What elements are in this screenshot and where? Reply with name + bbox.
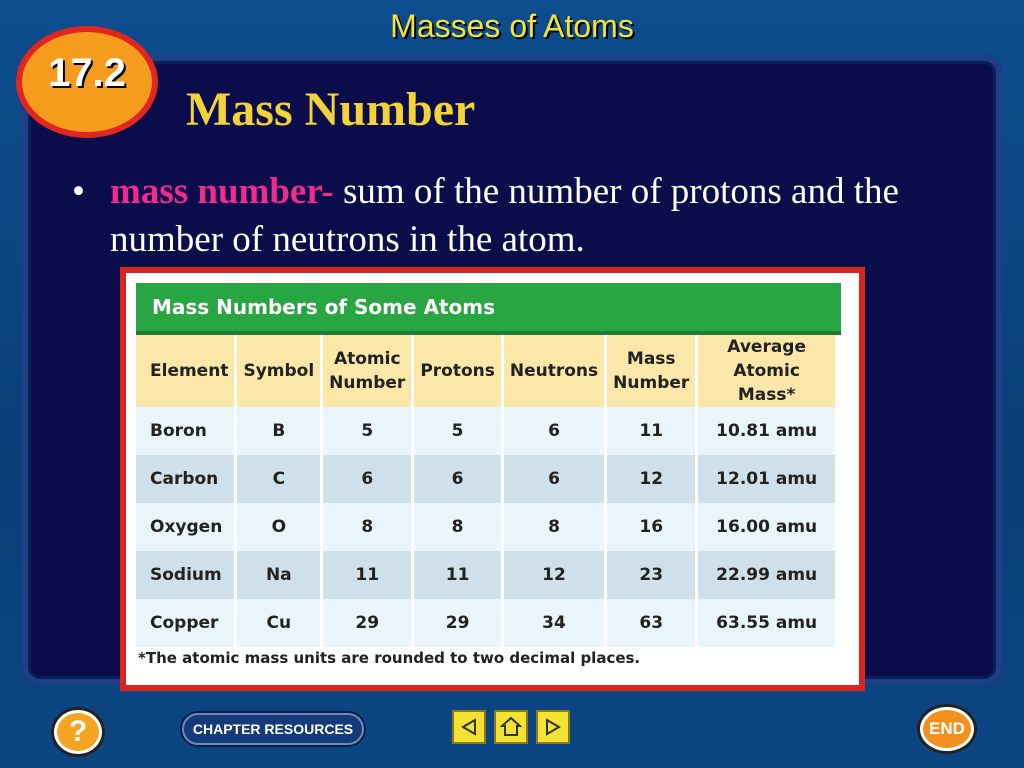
cell-neutrons: 6 [504, 455, 604, 503]
help-icon: ? [68, 715, 88, 748]
cell-symbol: Na [237, 551, 320, 599]
section-badge [16, 26, 158, 138]
help-button[interactable] [54, 710, 102, 754]
next-icon [544, 718, 562, 736]
cell-protons: 29 [414, 599, 501, 647]
cell-average-atomic-mass: 12.01 amu [698, 455, 835, 503]
cell-average-atomic-mass: 22.99 amu [698, 551, 835, 599]
header-symbol: Symbol [237, 335, 320, 407]
table-inner [126, 273, 859, 685]
cell-atomic-number: 5 [323, 407, 411, 455]
bullet-dot: • [72, 171, 85, 212]
cell-symbol: C [237, 455, 320, 503]
cell-element: Carbon [136, 455, 234, 503]
cell-atomic-number: 11 [323, 551, 411, 599]
cell-atomic-number: 29 [323, 599, 411, 647]
cell-symbol: Cu [237, 599, 320, 647]
section-number: 17.2 [48, 50, 126, 95]
next-slide-button[interactable] [536, 710, 570, 744]
header-atomic-number: Atomic Number [323, 335, 411, 407]
cell-atomic-number: 6 [323, 455, 411, 503]
cell-element: Sodium [136, 551, 234, 599]
cell-element: Copper [136, 599, 234, 647]
cell-protons: 11 [414, 551, 501, 599]
end-button[interactable]: END [920, 707, 974, 751]
home-button[interactable] [494, 710, 528, 744]
definition-bullet [72, 168, 972, 264]
cell-mass-number: 63 [607, 599, 695, 647]
prev-icon [460, 718, 478, 736]
header-protons: Protons [414, 335, 501, 407]
chapter-resources-button[interactable]: CHAPTER RESOURCES [182, 713, 364, 745]
cell-neutrons: 34 [504, 599, 604, 647]
previous-slide-button[interactable] [452, 710, 486, 744]
table-header-row [136, 335, 835, 407]
cell-protons: 5 [414, 407, 501, 455]
home-icon [500, 716, 522, 738]
cell-element: Boron [136, 407, 234, 455]
definition-term: mass number- [110, 171, 334, 212]
header-average-atomic-mass: Average Atomic Mass* [698, 335, 835, 407]
cell-mass-number: 11 [607, 407, 695, 455]
table-title: Mass Numbers of Some Atoms [136, 283, 841, 335]
table-row [136, 407, 835, 455]
cell-symbol: B [237, 407, 320, 455]
cell-mass-number: 23 [607, 551, 695, 599]
slide-heading: Mass Number [186, 83, 476, 136]
cell-neutrons: 8 [504, 503, 604, 551]
header-neutrons: Neutrons [504, 335, 604, 407]
cell-average-atomic-mass: 16.00 amu [698, 503, 835, 551]
cell-element: Oxygen [136, 503, 234, 551]
cell-neutrons: 12 [504, 551, 604, 599]
mass-numbers-table-card [120, 267, 865, 691]
cell-mass-number: 16 [607, 503, 695, 551]
header-element: Element [136, 335, 234, 407]
cell-protons: 8 [414, 503, 501, 551]
table-row [136, 599, 835, 647]
presentation-title: Masses of Atoms [390, 8, 634, 44]
definition-text: sum of the number of protons and the number of neutrons in the atom. [110, 171, 899, 260]
cell-average-atomic-mass: 63.55 amu [698, 599, 835, 647]
table-row [136, 503, 835, 551]
cell-symbol: O [237, 503, 320, 551]
cell-mass-number: 12 [607, 455, 695, 503]
table-footnote: *The atomic mass units are rounded to two decimal places. [138, 649, 641, 667]
header-mass-number: Mass Number [607, 335, 695, 407]
cell-protons: 6 [414, 455, 501, 503]
table-row [136, 551, 835, 599]
table-row [136, 455, 835, 503]
mass-numbers-table [133, 335, 838, 647]
cell-neutrons: 6 [504, 407, 604, 455]
cell-atomic-number: 8 [323, 503, 411, 551]
cell-average-atomic-mass: 10.81 amu [698, 407, 835, 455]
